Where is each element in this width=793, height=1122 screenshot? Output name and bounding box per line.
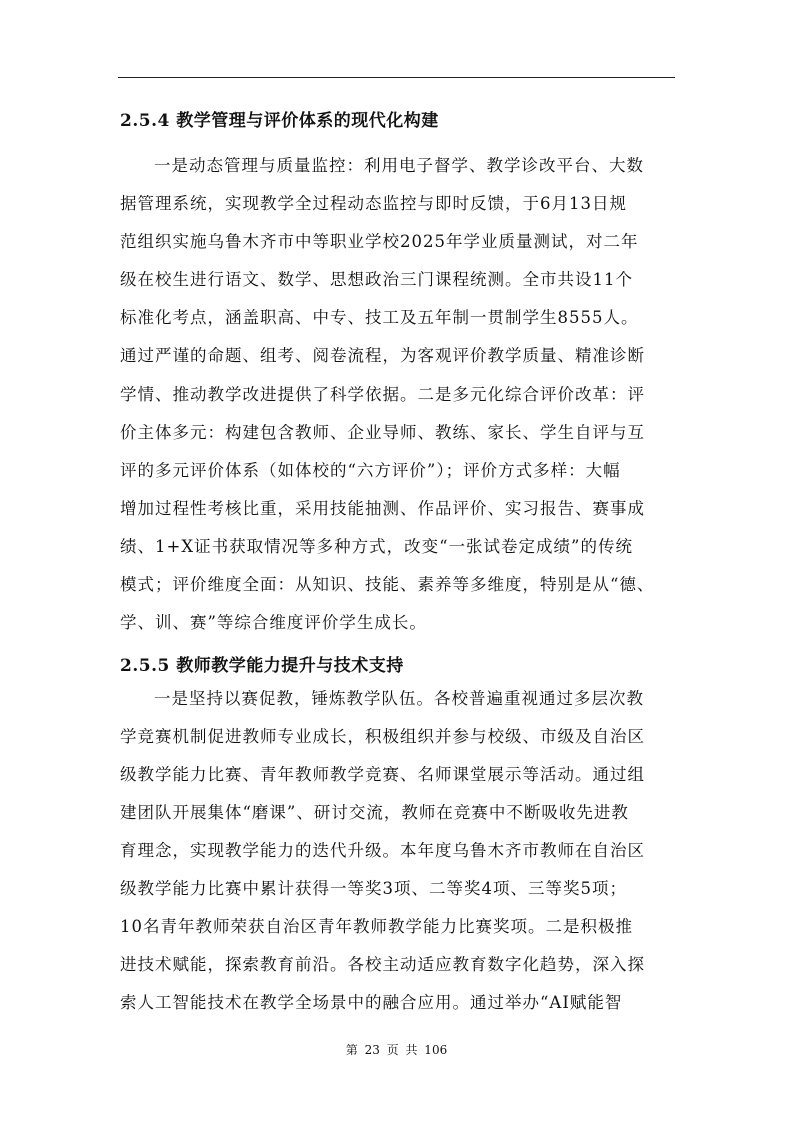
section-heading-2-5-4: 2.5.4 教学管理与评价体系的现代化构建: [120, 111, 439, 131]
paragraph-line: 学、训、赛”等综合维度评价学生成长。: [120, 613, 427, 632]
page-number-footer: 第 23 页 共 106: [345, 1043, 448, 1057]
paragraph-line: 级教学能力比赛、青年教师教学竞赛、名师课堂展示等活动。通过组: [120, 765, 645, 784]
paragraph-line: 级在校生进行语文、数学、思想政治三门课程统测。全市共设11个: [120, 270, 633, 289]
paragraph-line: 学情、推动教学改进提供了科学依据。二是多元化综合评价改革：评: [120, 385, 645, 404]
paragraph-line: 一是动态管理与质量监控：利用电子督学、教学诊改平台、大数: [154, 156, 644, 175]
paragraph-line: 标准化考点，涵盖职高、中专、技工及五年制一贯制学生8555人。: [120, 308, 639, 327]
paragraph-line: 评的多元评价体系（如体校的“六方评价”）；评价方式多样：大幅: [120, 461, 621, 480]
paragraph-line: 索人工智能技术在教学全场景中的融合应用。通过举办“AI赋能智: [120, 993, 623, 1012]
paragraph-line: 10名青年教师荣获自治区青年教师教学能力比赛奖项。二是积极推: [120, 917, 633, 936]
paragraph-line: 学竞赛机制促进教师专业成长，积极组织并参与校级、市级及自治区: [120, 727, 645, 746]
paragraph-line: 进技术赋能，探索教育前沿。各校主动适应教育数字化趋势，深入探: [120, 955, 645, 974]
paragraph-line: 范组织实施乌鲁木齐市中等职业学校2025年学业质量测试，对二年: [120, 232, 639, 251]
paragraph-line: 级教学能力比赛中累计获得一等奖3项、二等奖4项、三等奖5项；: [120, 879, 627, 898]
paragraph-line: 绩、1+X证书获取情况等多种方式，改变“一张试卷定成绩”的传统: [120, 537, 633, 556]
header-rule: [118, 77, 675, 78]
paragraph-line: 据管理系统，实现教学全过程动态监控与即时反馈，于6月13日规: [120, 194, 627, 213]
paragraph-line: 建团队开展集体“磨课”、研讨交流，教师在竞赛中不断吸收先进教: [120, 803, 629, 822]
paragraph-line: 增加过程性考核比重，采用技能抽测、作品评价、实习报告、赛事成: [120, 499, 645, 518]
section-heading-2-5-5: 2.5.5 教师教学能力提升与技术支持: [120, 656, 404, 676]
paragraph-line: 通过严谨的命题、组考、阅卷流程，为客观评价教学质量、精准诊断: [120, 346, 645, 365]
paragraph-line: 模式；评价维度全面：从知识、技能、素养等多维度，特别是从“德、: [120, 575, 655, 594]
paragraph-line: 一是坚持以赛促教，锤炼教学队伍。各校普遍重视通过多层次教: [154, 689, 644, 708]
paragraph-line: 育理念，实现教学能力的迭代升级。本年度乌鲁木齐市教师在自治区: [120, 841, 645, 860]
paragraph-line: 价主体多元：构建包含教师、企业导师、教练、家长、学生自评与互: [120, 423, 645, 442]
